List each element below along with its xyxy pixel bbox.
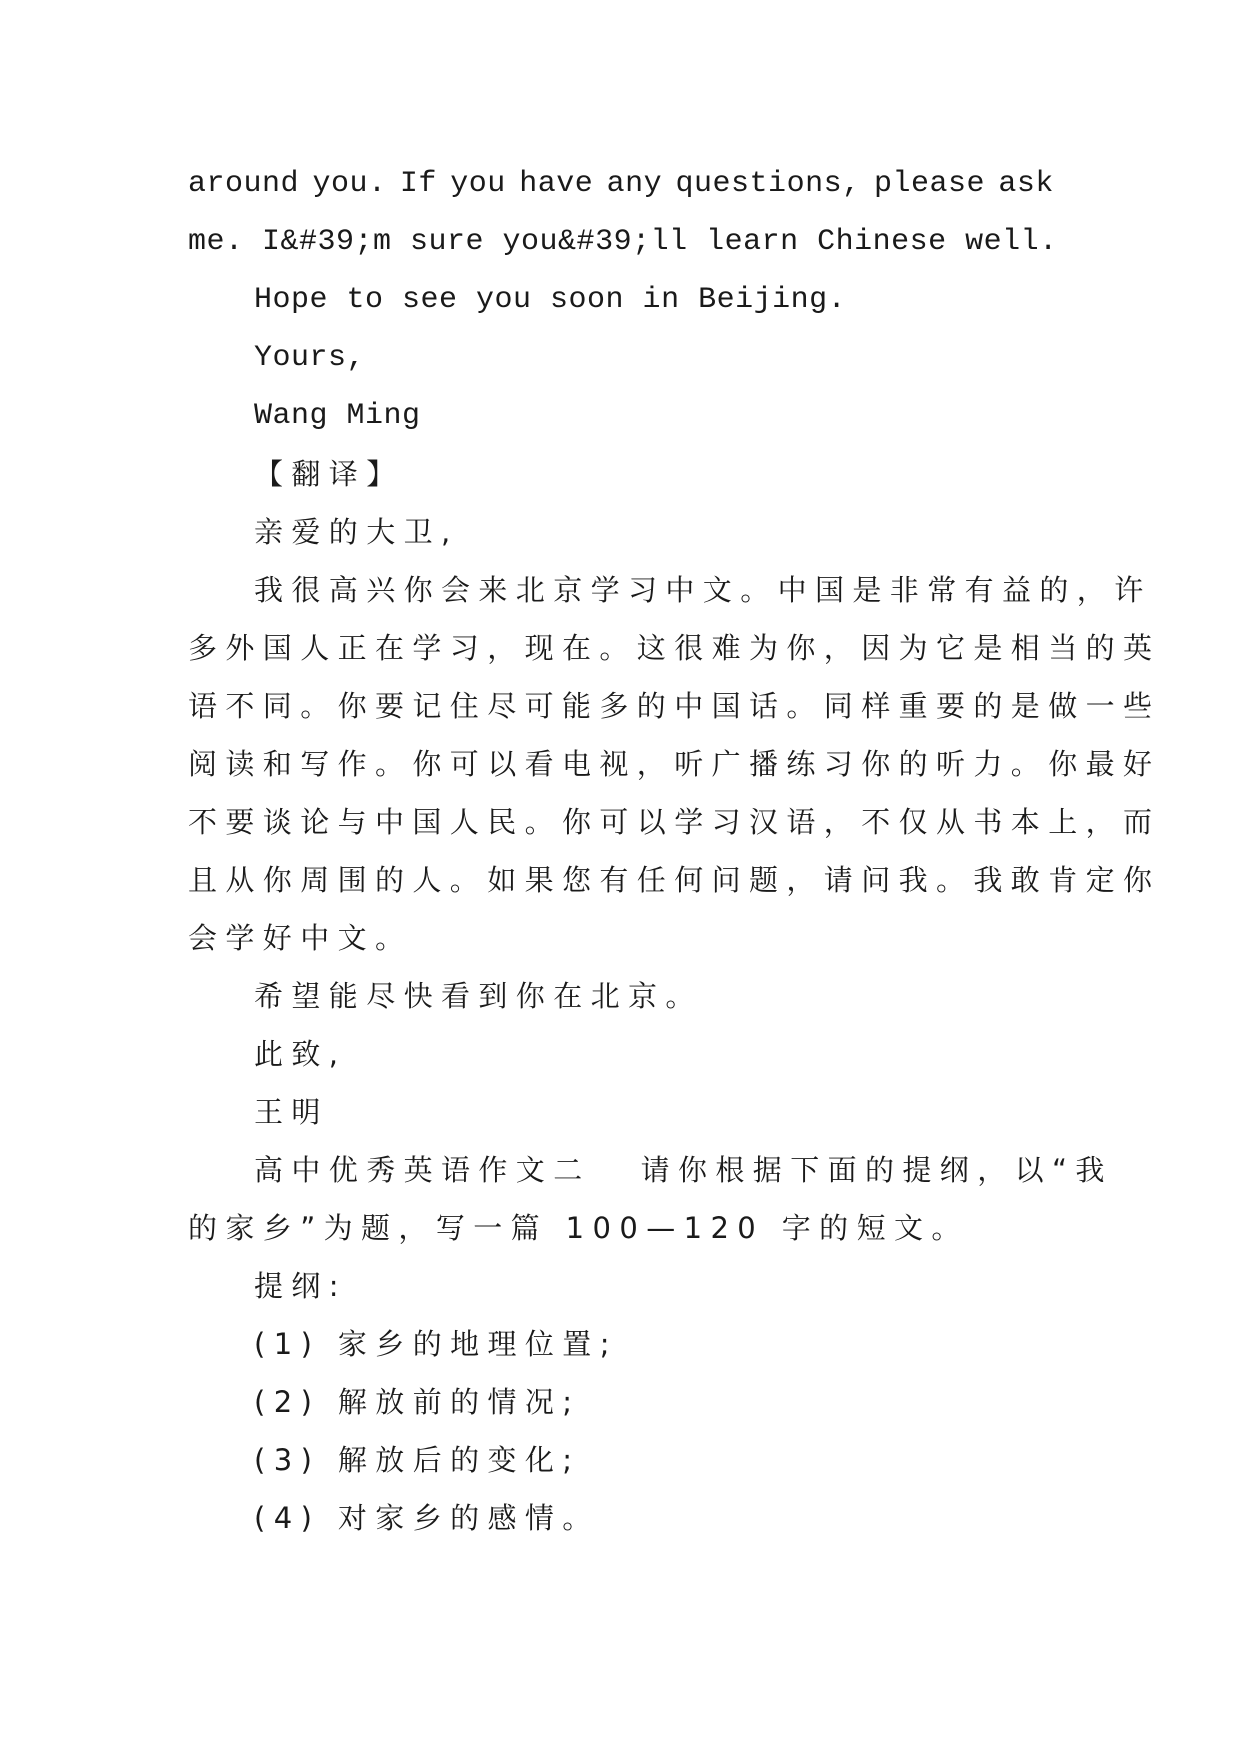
word: have [519,167,594,201]
letter-closing-hope: Hope to see you soon in Beijing. [254,283,847,317]
letter-line-1 [188,155,1054,213]
essay-two-prompt-start: 请你根据下面的提纲，以“我 [640,1153,1113,1187]
word: you [450,167,506,201]
outline-item: (2) 解放前的情况; [254,1385,581,1419]
word: ask [998,167,1054,201]
translation-hope: 希望能尽快看到你在北京。 [254,979,703,1013]
word: any [606,167,663,201]
translation-body-line: 阅读和写作。你可以看电视，听广播练习你的听力。你最好 [188,747,1161,781]
translation-body-line: 不要谈论与中国人民。你可以学习汉语，不仅从书本上，而 [188,805,1161,839]
document-text [188,155,1161,1547]
outline-label: 提纲: [254,1269,347,1303]
translation-body-line: 会学好中文。 [188,921,413,955]
translation-regards: 此致, [254,1037,347,1071]
translation-signature: 王明 [254,1095,329,1129]
word: around [188,167,300,201]
letter-line-2: me. I&#39;m sure you&#39;ll learn Chinese well. [188,225,1058,259]
translation-greeting: 亲爱的大卫, [254,515,459,549]
outline-item: (4) 对家乡的感情。 [254,1501,600,1535]
letter-signature: Wang Ming [254,399,421,433]
word: questions, [675,167,861,201]
essay-two-heading [188,1141,1113,1199]
translation-heading: 【翻译】 [254,457,404,491]
translation-body-line: 语不同。你要记住尽可能多的中国话。同样重要的是做一些 [188,689,1161,723]
translation-body-line: 且从你周围的人。如果您有任何问题，请问我。我敢肯定你 [188,863,1161,897]
translation-body-line: 多外国人正在学习，现在。这很难为你，因为它是相当的英 [188,631,1161,665]
letter-closing-yours: Yours, [254,341,366,375]
essay-two-prompt-end: 的家乡”为题，写一篇 100—120 字的短文。 [188,1211,969,1245]
outline-item: (1) 家乡的地理位置; [254,1327,618,1361]
word: please [873,167,986,201]
word: you. [312,167,387,201]
outline-item: (3) 解放后的变化; [254,1443,581,1477]
essay-two-title: 高中优秀英语作文二 [254,1153,591,1187]
word: If [399,167,437,201]
translation-body-line: 我很高兴你会来北京学习中文。中国是非常有益的，许 [254,573,1152,607]
